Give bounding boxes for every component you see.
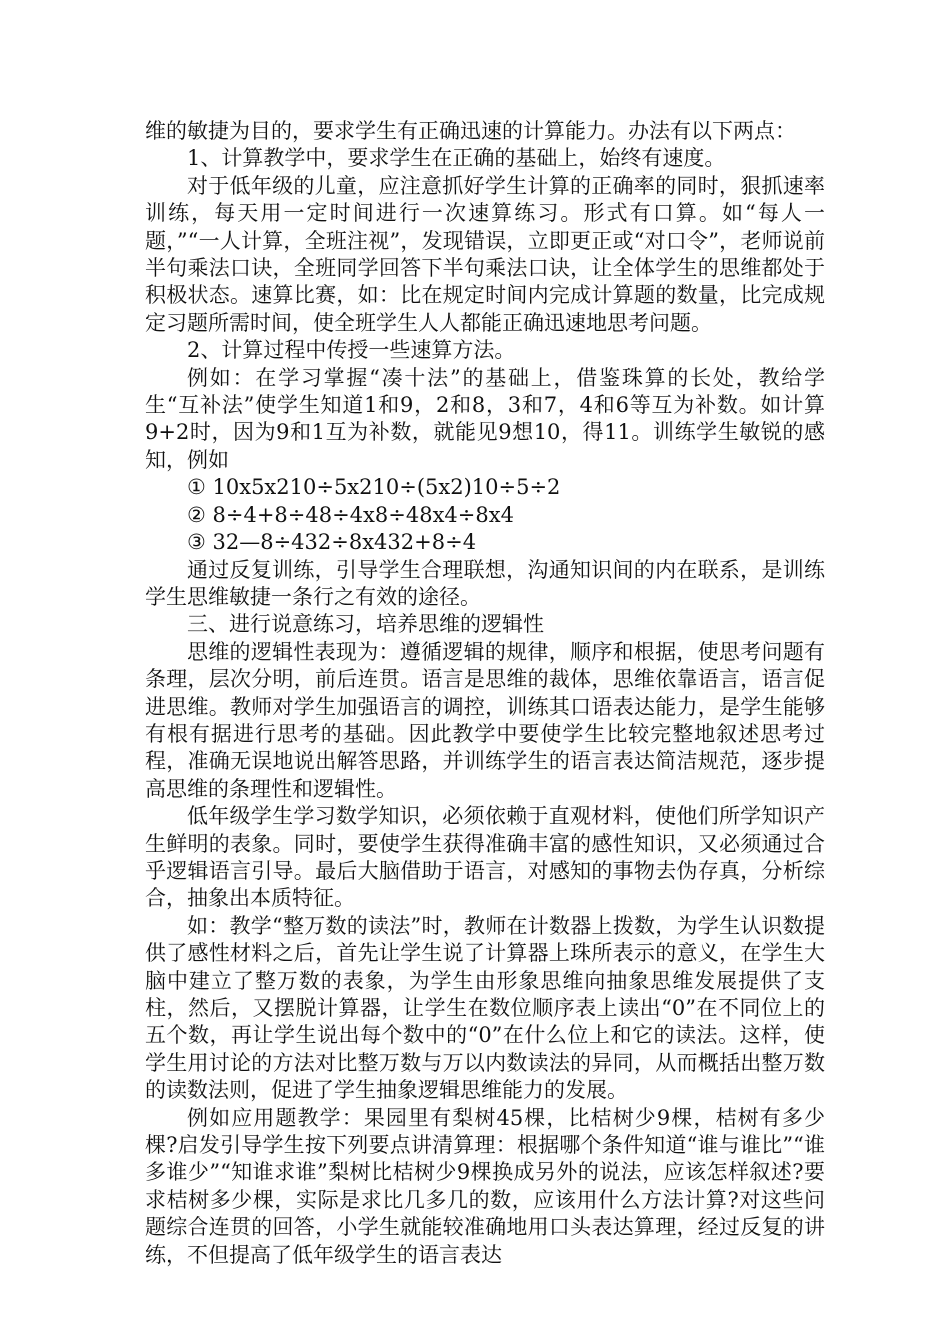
document-page	[145, 118, 825, 1269]
paragraph-12: 低年级学生学习数学知识，必须依赖于直观材料，使他们所学知识产生鲜明的表象。同时，要使学生获得准确丰富的感性知识，又必须通过合乎逻辑语言引导。最后大脑借助于语言，对感知的事物去伪存真，分析综合，抽象出本质特征。	[145, 804, 825, 911]
formula-line-1: ① 10x5x210÷5x210÷(5x2)10÷5÷2	[187, 475, 561, 500]
formula-line-2: ② 8÷4+8÷48÷4x8÷48x4÷8x4	[187, 502, 514, 527]
section-heading-3: 三、进行说意练习，培养思维的逻辑性	[187, 612, 544, 637]
paragraph-2: 1、计算教学中，要求学生在正确的基础上，始终有速度。	[187, 146, 726, 171]
paragraph-9: 通过反复训练，引导学生合理联想，沟通知识间的内在联系，是训练学生思维敏捷一条行之有效的途径。	[145, 557, 825, 609]
paragraph-4: 2、计算过程中传授一些速算方法。	[187, 338, 516, 363]
paragraph-14: 例如应用题教学：果园里有梨树45棵，比桔树少9棵，桔树有多少棵?启发引导学生按下列要点讲清算理：根据哪个条件知道“谁与谁比”“谁多谁少”“知谁求谁”梨树比桔树少9棵换成另外的说法，应该怎样叙述?要求桔树多少棵，实际是求比几多几的数，应该用什么方法计算?对这些问题综合连贯的回答，小学生就能较准确地用口头表达算理，经过反复的讲练，不但提高了低年级学生的语言表达	[145, 1105, 825, 1267]
formula-line-3: ③ 32—8÷432÷8x432+8÷4	[187, 530, 477, 555]
paragraph-3: 对于低年级的儿童，应注意抓好学生计算的正确率的同时，狠抓速率训练，每天用一定时间进行一次速算练习。形式有口算。如“每人一题，”“一人计算，全班注视”，发现错误，立即更正或“对口令”，老师说前半句乘法口诀，全班同学回答下半句乘法口诀，让全体学生的思维都处于积极状态。速算比赛，如：比在规定时间内完成计算题的数量，比完成规定习题所需时间，使全班学生人人都能正确迅速地思考问题。	[145, 173, 825, 335]
paragraph-11: 思维的逻辑性表现为：遵循逻辑的规律，顺序和根据，使思考问题有条理，层次分明，前后连贯。语言是思维的裁体，思维依靠语言，语言促进思维。教师对学生加强语言的调控，训练其口语表达能力，是学生能够有根有据进行思考的基础。因此教学中要使学生比较完整地叙述思考过程，准确无误地说出解答思路，并训练学生的语言表达简洁规范，逐步提高思维的条理性和逻辑性。	[145, 639, 825, 801]
paragraph-13: 如：教学“整万数的读法”时，教师在计数器上拨数，为学生认识数提供了感性材料之后，首先让学生说了计算器上珠所表示的意义，在学生大脑中建立了整万数的表象，为学生由形象思维向抽象思维发展提供了支柱，然后，又摆脱计算器，让学生在数位顺序表上读出“0”在不同位上的五个数，再让学生说出每个数中的“0”在什么位上和它的读法。这样，使学生用讨论的方法对比整万数与万以内数读法的异同，从而概括出整万数的读数法则，促进了学生抽象逻辑思维能力的发展。	[145, 913, 825, 1103]
paragraph-1: 维的敏捷为目的，要求学生有正确迅速的计算能力。办法有以下两点：	[145, 119, 796, 143]
paragraph-5: 例如：在学习掌握“凑十法”的基础上，借鉴珠算的长处，教给学生“互补法”使学生知道1和9，2和8，3和7，4和6等互为补数。如计算9+2时，因为9和1互为补数，就能见9想10，得11。训练学生敏锐的感知，例如	[145, 365, 825, 472]
